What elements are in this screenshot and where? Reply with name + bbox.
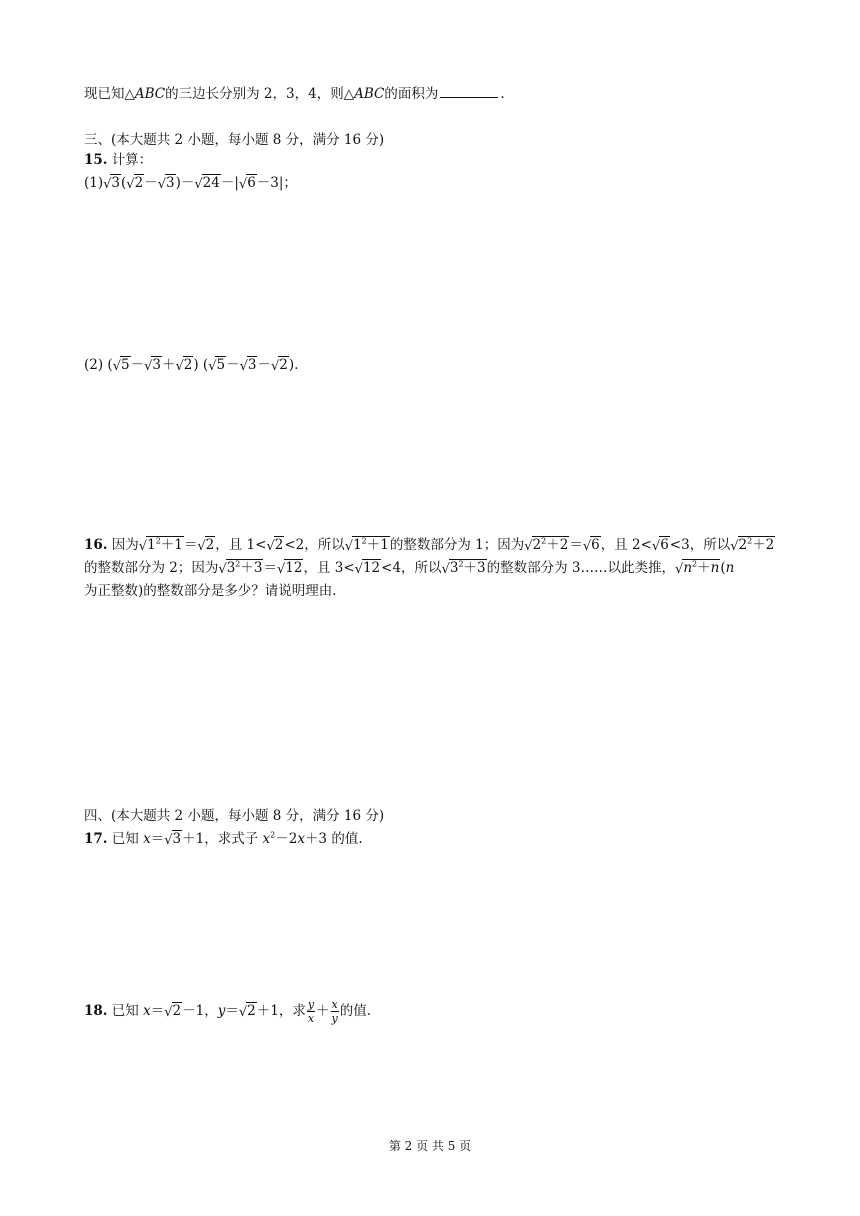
sqrt: $√2^2+2$ bbox=[524, 536, 569, 554]
sqrt: $√2^2+2$ bbox=[730, 536, 775, 554]
sqrt: √3 bbox=[144, 357, 161, 374]
question-18: 18. 已知 x＝√2－1，y＝√2＋1，求 $\frac{y}{x}$ ＋ $\frac{x}{y}$ 的值. bbox=[84, 998, 372, 1025]
question-number: 18. bbox=[84, 1003, 108, 1019]
fraction-x-over-y: $\frac{x}{y}$ bbox=[331, 998, 338, 1025]
sqrt: $√n^2+n$ bbox=[675, 559, 720, 577]
sqrt: √5 bbox=[208, 357, 226, 374]
sqrt: √2 bbox=[175, 357, 193, 374]
sqrt: √2 bbox=[126, 175, 144, 192]
sqrt: √2 bbox=[270, 357, 288, 374]
sqrt: √5 bbox=[112, 357, 130, 374]
sqrt: √3 bbox=[103, 175, 121, 192]
section-4-heading: 四、(本大题共 2 小题，每小题 8 分，满分 16 分) bbox=[84, 808, 385, 824]
sqrt: √12 bbox=[354, 560, 381, 577]
sqrt: √3 bbox=[164, 831, 182, 848]
question-16-line-1: 16. 因为$√1^2+1=√2$，且 1<√2<2，所以$√1^2+1$的整数部分为 1；因为$√2^2+2=√6$，且 2<√6<3，所以$√2^2+2$ bbox=[84, 536, 775, 554]
sqrt: $√1^2+1$ bbox=[344, 536, 389, 554]
sqrt: √3 bbox=[239, 357, 257, 374]
sqrt: $√3^2+3$ bbox=[441, 559, 486, 577]
question-16-line-2: 的整数部分为 2；因为$√3^2+3=√12$，且 3<√12<4，所以$√3^2+3$的整数部分为 3……以此类推，$√n^2+n(n$ bbox=[84, 559, 735, 577]
question-number: 15. bbox=[84, 152, 108, 168]
text: . bbox=[500, 86, 505, 102]
question-16-line-3: 为正整数)的整数部分是多少？请说明理由. bbox=[84, 583, 337, 599]
sqrt: √24 bbox=[194, 175, 220, 192]
question-number: 17. bbox=[84, 831, 108, 847]
sqrt: √6 bbox=[651, 537, 669, 554]
triangle-name: ABC bbox=[354, 86, 385, 102]
sqrt: $√3^2+3$ bbox=[218, 559, 263, 577]
question-number: 16. bbox=[84, 537, 108, 553]
sqrt: √2 bbox=[164, 1003, 182, 1020]
triangle-name: ABC bbox=[134, 86, 166, 102]
question-17: 17. 已知 x＝√3＋1，求式子 $x^2-2x+3$ 的值. bbox=[84, 830, 363, 848]
top-question-line bbox=[84, 84, 505, 104]
sqrt: √2 bbox=[266, 537, 284, 554]
sqrt: √6 bbox=[582, 537, 600, 554]
question-15-part-1: (1)√3(√2－√3)－√24－|√6－3|； bbox=[84, 175, 297, 192]
sqrt: √3 bbox=[157, 175, 175, 192]
part-label: (2) bbox=[84, 357, 104, 373]
sqrt: √2 bbox=[197, 537, 215, 554]
sqrt: $√1^2+1$ bbox=[138, 536, 183, 554]
section-3-heading: 三、(本大题共 2 小题，每小题 8 分，满分 16 分) bbox=[84, 132, 385, 148]
question-15-part-2: (2) (√5－√3＋√2) (√5－√3－√2). bbox=[84, 357, 299, 374]
part-label: (1) bbox=[84, 175, 104, 191]
sqrt: √12 bbox=[276, 560, 303, 577]
text: 的面积为 bbox=[384, 86, 439, 102]
page-footer: 第 2 页 共 5 页 bbox=[388, 1139, 472, 1153]
text: 计算： bbox=[111, 152, 153, 168]
answer-blank[interactable] bbox=[440, 85, 498, 98]
text: 的三边长分别为 2，3，4，则△ bbox=[165, 86, 355, 102]
question-15-title bbox=[84, 150, 152, 170]
fraction-y-over-x: $\frac{y}{x}$ bbox=[307, 998, 315, 1025]
sqrt: √6 bbox=[238, 175, 256, 192]
sqrt: √2 bbox=[238, 1003, 256, 1020]
text: 现已知△ bbox=[84, 86, 135, 102]
